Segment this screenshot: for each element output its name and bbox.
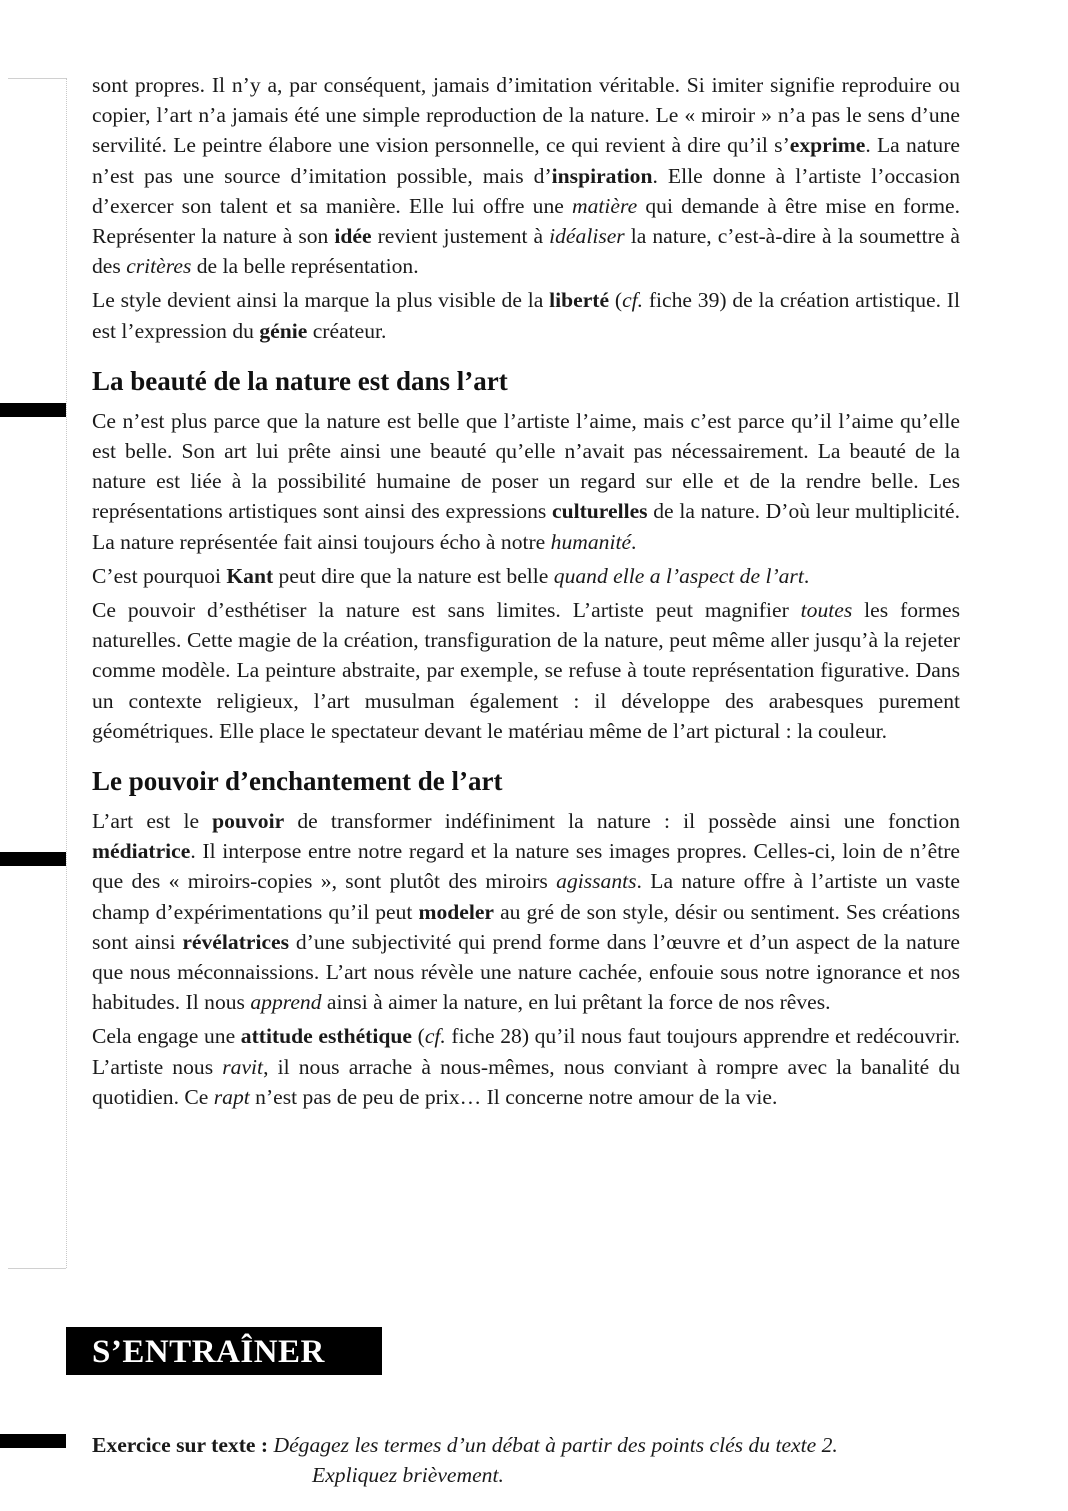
bold-term: exprime — [789, 133, 866, 158]
bold-term: pouvoir — [212, 809, 285, 834]
bold-term: culturelles — [552, 499, 648, 524]
bold-term: inspiration — [551, 163, 653, 188]
exercise-instruction-line-1: Dégagez les termes d’un débat à partir des points clés du texte 2. — [273, 1433, 838, 1457]
intro-paragraph-2: Le style devient ainsi la marque la plus visible de la liberté (cf. fiche 39) de la création artistique. Il est l’expression du génie créateur. — [92, 288, 960, 343]
exercise-block — [92, 1430, 972, 1490]
section1-paragraph-2: C’est pourquoi Kant peut dire que la nature est belle quand elle a l’aspect de l’art. — [92, 563, 810, 588]
italic-term: idéaliser — [549, 224, 625, 249]
italic-term: agissants — [556, 869, 637, 894]
italic-term: toutes — [800, 598, 853, 623]
section1-paragraph-3: Ce pouvoir d’esthétiser la nature est sans limites. L’artiste peut magnifier toutes les formes naturelles. Cette magie de la création, transfiguration de la nature, peut même aller jusqu’à la rejeter comme modèle. La peinture abstraite, par exemple, se refuse à toute représentation figurative. Dans un contexte religieux, l’art musulman également : il développe des arabesques purement géométriques. Elle place le spectateur devant le matériau même de l’art pictural : la couleur. — [92, 598, 960, 743]
training-banner: S’ENTRAÎNER — [66, 1327, 382, 1375]
section2-paragraph-2: Cela engage une attitude esthétique (cf. fiche 28) qu’il nous faut toujours apprendre et redécouvrir. L’artiste nous ravit, il nous arrache à nous-mêmes, nous conviant à rompre avec la banalité du quotidien. Ce rapt n’est pas de peu de prix… Il concerne notre amour de la vie. — [92, 1024, 960, 1109]
intro-paragraph-1: sont propres. Il n’y a, par conséquent, jamais d’imitation véritable. Si imiter signifie reproduire ou copier, l’art n’a jamais été une simple reproduction de la nature. Le « miroir » n’a pas le sens d’une servilité. Le peintre élabore une vision personnelle, ce qui revient à dire qu’il s’exprime. La nature n’est pas une source d’imitation possible, mais d’inspiration. Elle donne à l’artiste l’occasion d’exercer son talent et sa manière. Elle lui offre une matière qui demande à être mise en forme. Représenter la nature à son idée revient justement à idéaliser la nature, c’est-à-dire à la soumettre à des critères de la belle représentation. — [92, 73, 961, 279]
section-marker — [0, 403, 66, 417]
bold-term: Kant — [226, 563, 274, 588]
italic-term: cf. — [622, 288, 644, 313]
bold-term: liberté — [549, 288, 610, 313]
bold-term: médiatrice — [92, 839, 191, 864]
section2-paragraph-1: L’art est le pouvoir de transformer indéfiniment la nature : il possède ainsi une fonction médiatrice. Il interpose entre notre regard et la nature ses images propres. Celles-ci, loin de n’être que des « miroirs-copies », sont plutôt des miroirs agissants. La nature offre à l’artiste un vaste champ d’expérimentations qu’il peut modeler au gré de son style, désir ou sentiment. Ses créations sont ainsi révélatrices d’une subjectivité qui prend forme dans l’œuvre et d’un aspect de la nature que nous méconnaissions. L’art nous révèle une nature cachée, enfouie sous notre ignorance et nos habitudes. Il nous apprend ainsi à aimer la nature, en lui prêtant la force de nos rêves. — [92, 809, 960, 1015]
exercise-marker — [0, 1434, 66, 1448]
section-heading-enchantment: Le pouvoir d’enchantement de l’art — [92, 766, 503, 797]
italic-term: critères — [126, 254, 192, 279]
bold-term: attitude esthétique — [240, 1024, 412, 1049]
left-margin-guide — [66, 78, 67, 1268]
page-body — [92, 70, 960, 1116]
italic-term: matière — [572, 193, 638, 218]
exercise-label: Exercice sur texte : — [92, 1433, 269, 1457]
section-heading-beauty: La beauté de la nature est dans l’art — [92, 365, 508, 396]
italic-term: rapt — [213, 1084, 250, 1109]
margin-tick — [8, 1268, 66, 1269]
italic-term: humanité — [550, 529, 632, 554]
italic-term: apprend — [250, 990, 322, 1015]
italic-term: quand elle a l’aspect de l’art — [553, 563, 804, 588]
italic-term: cf. — [424, 1024, 446, 1049]
bold-term: révélatrices — [182, 929, 290, 954]
bold-term: génie — [259, 318, 308, 343]
italic-term: ravit — [222, 1054, 264, 1079]
margin-tick — [8, 78, 66, 79]
section1-paragraph-1: Ce n’est plus parce que la nature est belle que l’artiste l’aime, mais c’est parce qu’il l’aime qu’elle est belle. Son art lui prête ainsi une beauté qu’elle n’avait pas nécessairement. La beauté de la nature est liée à la possibilité humaine de poser un regard sur elle et de la rendre belle. Les représentations artistiques sont ainsi des expressions culturelles de la nature. D’où leur multiplicité. La nature représentée fait ainsi toujours écho à notre humanité. — [92, 408, 960, 554]
section-marker — [0, 852, 66, 866]
bold-term: modeler — [418, 899, 495, 924]
bold-term: idée — [334, 224, 372, 249]
exercise-instruction-line-2: Expliquez brièvement. — [312, 1463, 504, 1487]
